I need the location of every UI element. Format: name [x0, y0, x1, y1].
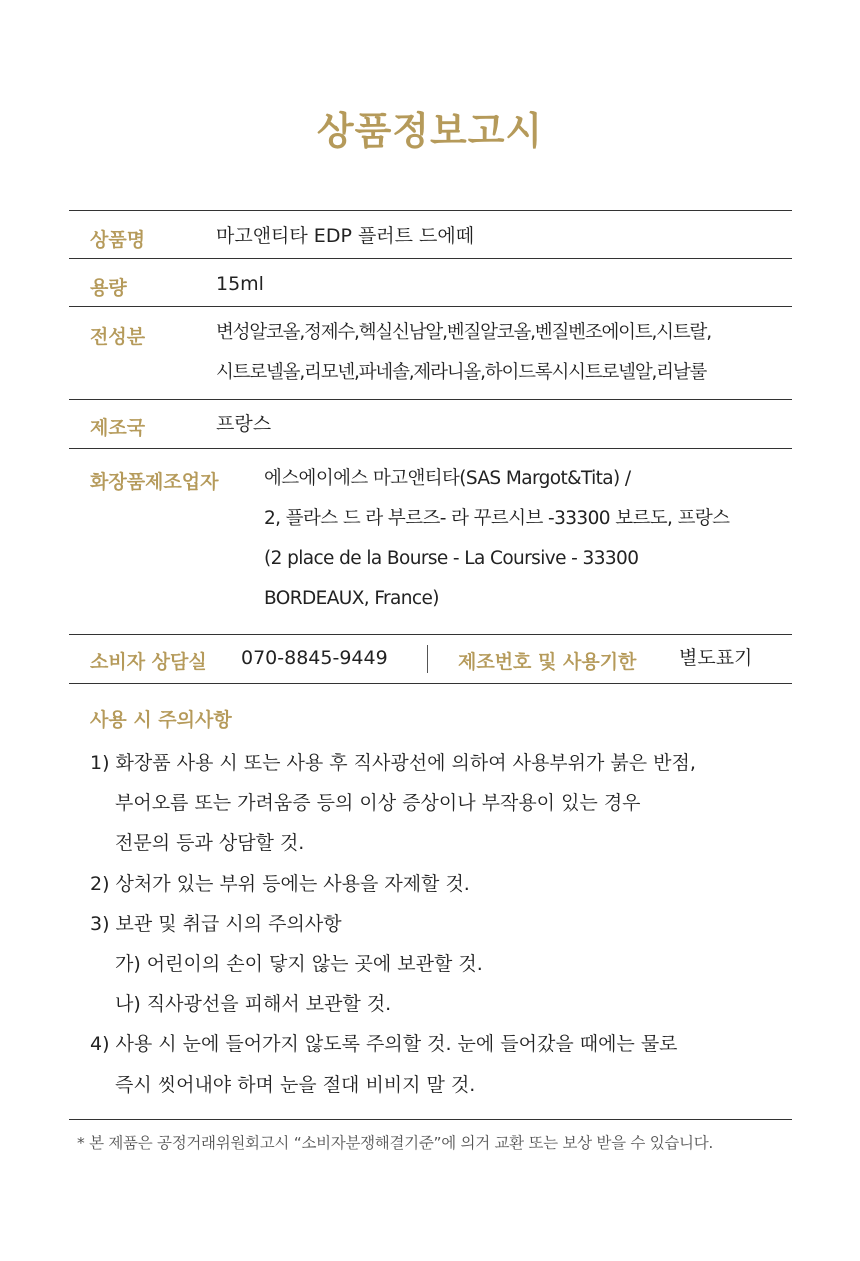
- country-value: 프랑스: [216, 413, 272, 435]
- consult-label: 소비자 상담실: [90, 651, 207, 673]
- volume-label: 용량: [90, 277, 127, 299]
- caution-item: 가) 어린이의 손이 닿지 않는 곳에 보관할 것.: [115, 953, 483, 976]
- divider-line: [69, 683, 792, 684]
- consult-phone: 070-8845-9449: [241, 647, 388, 669]
- divider-line: [69, 210, 792, 211]
- page-title: 상품정보고시: [316, 109, 544, 153]
- product-name-value: 마고앤티타 EDP 플러트 드에떼: [216, 225, 475, 247]
- ingredients-value: [216, 313, 711, 393]
- divider-line: [69, 306, 792, 307]
- divider-line: [69, 258, 792, 259]
- caution-item: 부어오름 또는 가려움증 등의 이상 증상이나 부작용이 있는 경우: [115, 792, 641, 815]
- manufacturer-label: 화장품제조업자: [90, 471, 219, 493]
- ingredients-label: 전성분: [90, 326, 146, 348]
- caution-item: 4) 사용 시 눈에 들어가지 않도록 주의할 것. 눈에 들어갔을 때에는 물로: [90, 1033, 678, 1056]
- country-label: 제조국: [90, 417, 146, 439]
- caution-item: 1) 화장품 사용 시 또는 사용 후 직사광선에 의하여 사용부위가 붉은 반점,: [90, 752, 696, 774]
- caution-item: 2) 상처가 있는 부위 등에는 사용을 자제할 것.: [90, 872, 470, 895]
- manufacturer-line: 에스에이에스 마고앤티타(SAS Margot&Tita) /: [264, 468, 631, 489]
- caution-item: 나) 직사광선을 피해서 보관할 것.: [115, 993, 392, 1016]
- caution-item: 전문의 등과 상담할 것.: [115, 832, 305, 855]
- volume-value: 15ml: [216, 273, 264, 295]
- ingredients-line: 시트로넬올,리모넨,파네솔,제라니올,하이드록시시트로넬알,리날룰: [216, 362, 707, 383]
- manufacturer-line: (2 place de la Bourse - La Coursive - 33300: [264, 548, 639, 569]
- product-name-label: 상품명: [90, 229, 146, 251]
- cautions-title: 사용 시 주의사항: [90, 709, 232, 731]
- expiry-value: 별도표기: [679, 647, 753, 669]
- manufacturer-value: [264, 459, 729, 619]
- divider-line: [69, 399, 792, 400]
- vertical-divider: [427, 645, 428, 673]
- expiry-label: 제조번호 및 사용기한: [458, 651, 637, 673]
- divider-line: [69, 448, 792, 449]
- divider-line: [69, 1119, 792, 1120]
- caution-item: 즉시 씻어내야 하며 눈을 절대 비비지 말 것.: [115, 1073, 476, 1096]
- divider-line: [69, 634, 792, 635]
- manufacturer-line: BORDEAUX, France): [264, 588, 439, 609]
- manufacturer-line: 2, 플라스 드 라 부르즈- 라 꾸르시브 -33300 보르도, 프랑스: [264, 508, 730, 529]
- footnote: * 본 제품은 공정거래위원회고시 “소비자분쟁해결기준”에 의거 교환 또는 보상 받을 수 있습니다.: [77, 1134, 714, 1152]
- ingredients-line: 변성알코올,정제수,헥실신남알,벤질알코올,벤질벤조에이트,시트랄,: [216, 322, 711, 343]
- cautions-list: [90, 743, 696, 1105]
- caution-item: 3) 보관 및 취급 시의 주의사항: [90, 912, 342, 935]
